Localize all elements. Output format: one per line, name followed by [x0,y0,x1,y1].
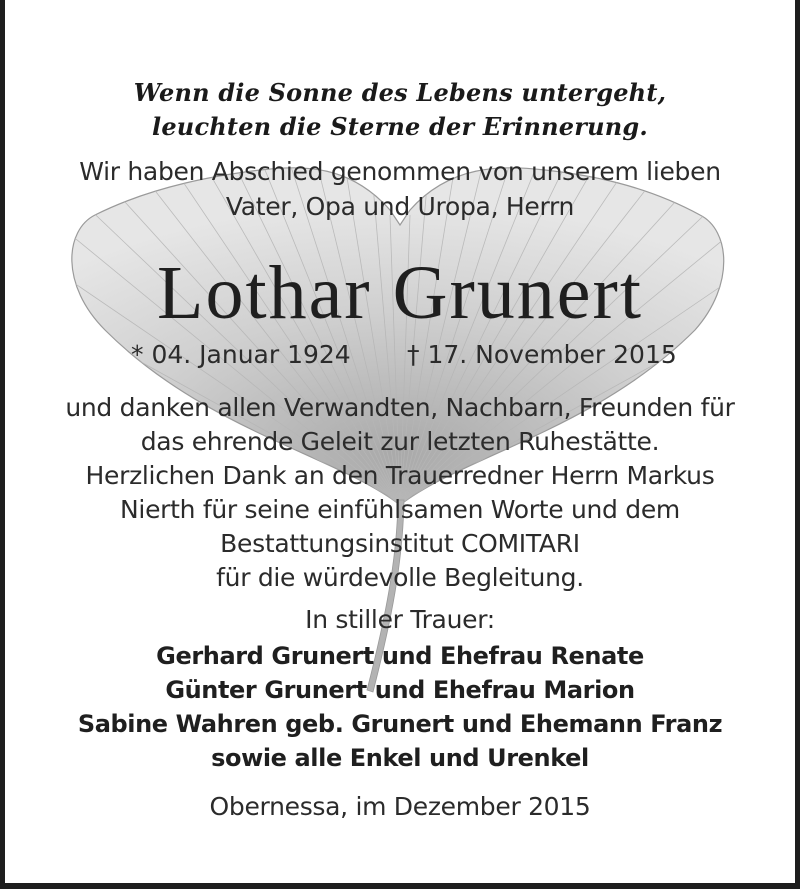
thanks-line-3: Herzlichen Dank an den Trauerredner Herrn Markus [85,461,715,490]
intro-line-1: Wir haben Abschied genommen von unserem lieben [79,157,721,186]
deceased-name: Lothar Grunert [157,251,643,335]
mourner-line-2: Günter Grunert und Ehefrau Marion [165,676,635,704]
thanks-line-5: Bestattungsinstitut COMITARI [220,529,580,558]
thanks-line-1: und danken allen Verwandten, Nachbarn, Freunden für [65,393,735,422]
motto-line-1: Wenn die Sonne des Lebens untergeht, [133,78,667,107]
mourner-line-4: sowie alle Enkel und Urenkel [211,744,589,772]
thanks-line-6: für die würdevolle Begleitung. [216,563,584,592]
motto-line-2: leuchten die Sterne der Erinnerung. [152,112,648,141]
mourner-line-1: Gerhard Grunert und Ehefrau Renate [156,642,644,670]
thanks-line-4: Nierth für seine einfühlsamen Worte und dem [120,495,680,524]
notice-text [5,0,795,883]
place-date: Obernessa, im Dezember 2015 [209,792,591,821]
death-date: † 17. November 2015 [407,340,677,369]
mourner-line-3: Sabine Wahren geb. Grunert und Ehemann Franz [77,710,723,738]
thanks-line-2: das ehrende Geleit zur letzten Ruhestätte. [140,427,660,456]
intro-line-2: Vater, Opa und Uropa, Herrn [225,192,575,221]
birth-date: * 04. Januar 1924 [131,340,351,369]
mourning-label: In stiller Trauer: [305,605,495,634]
